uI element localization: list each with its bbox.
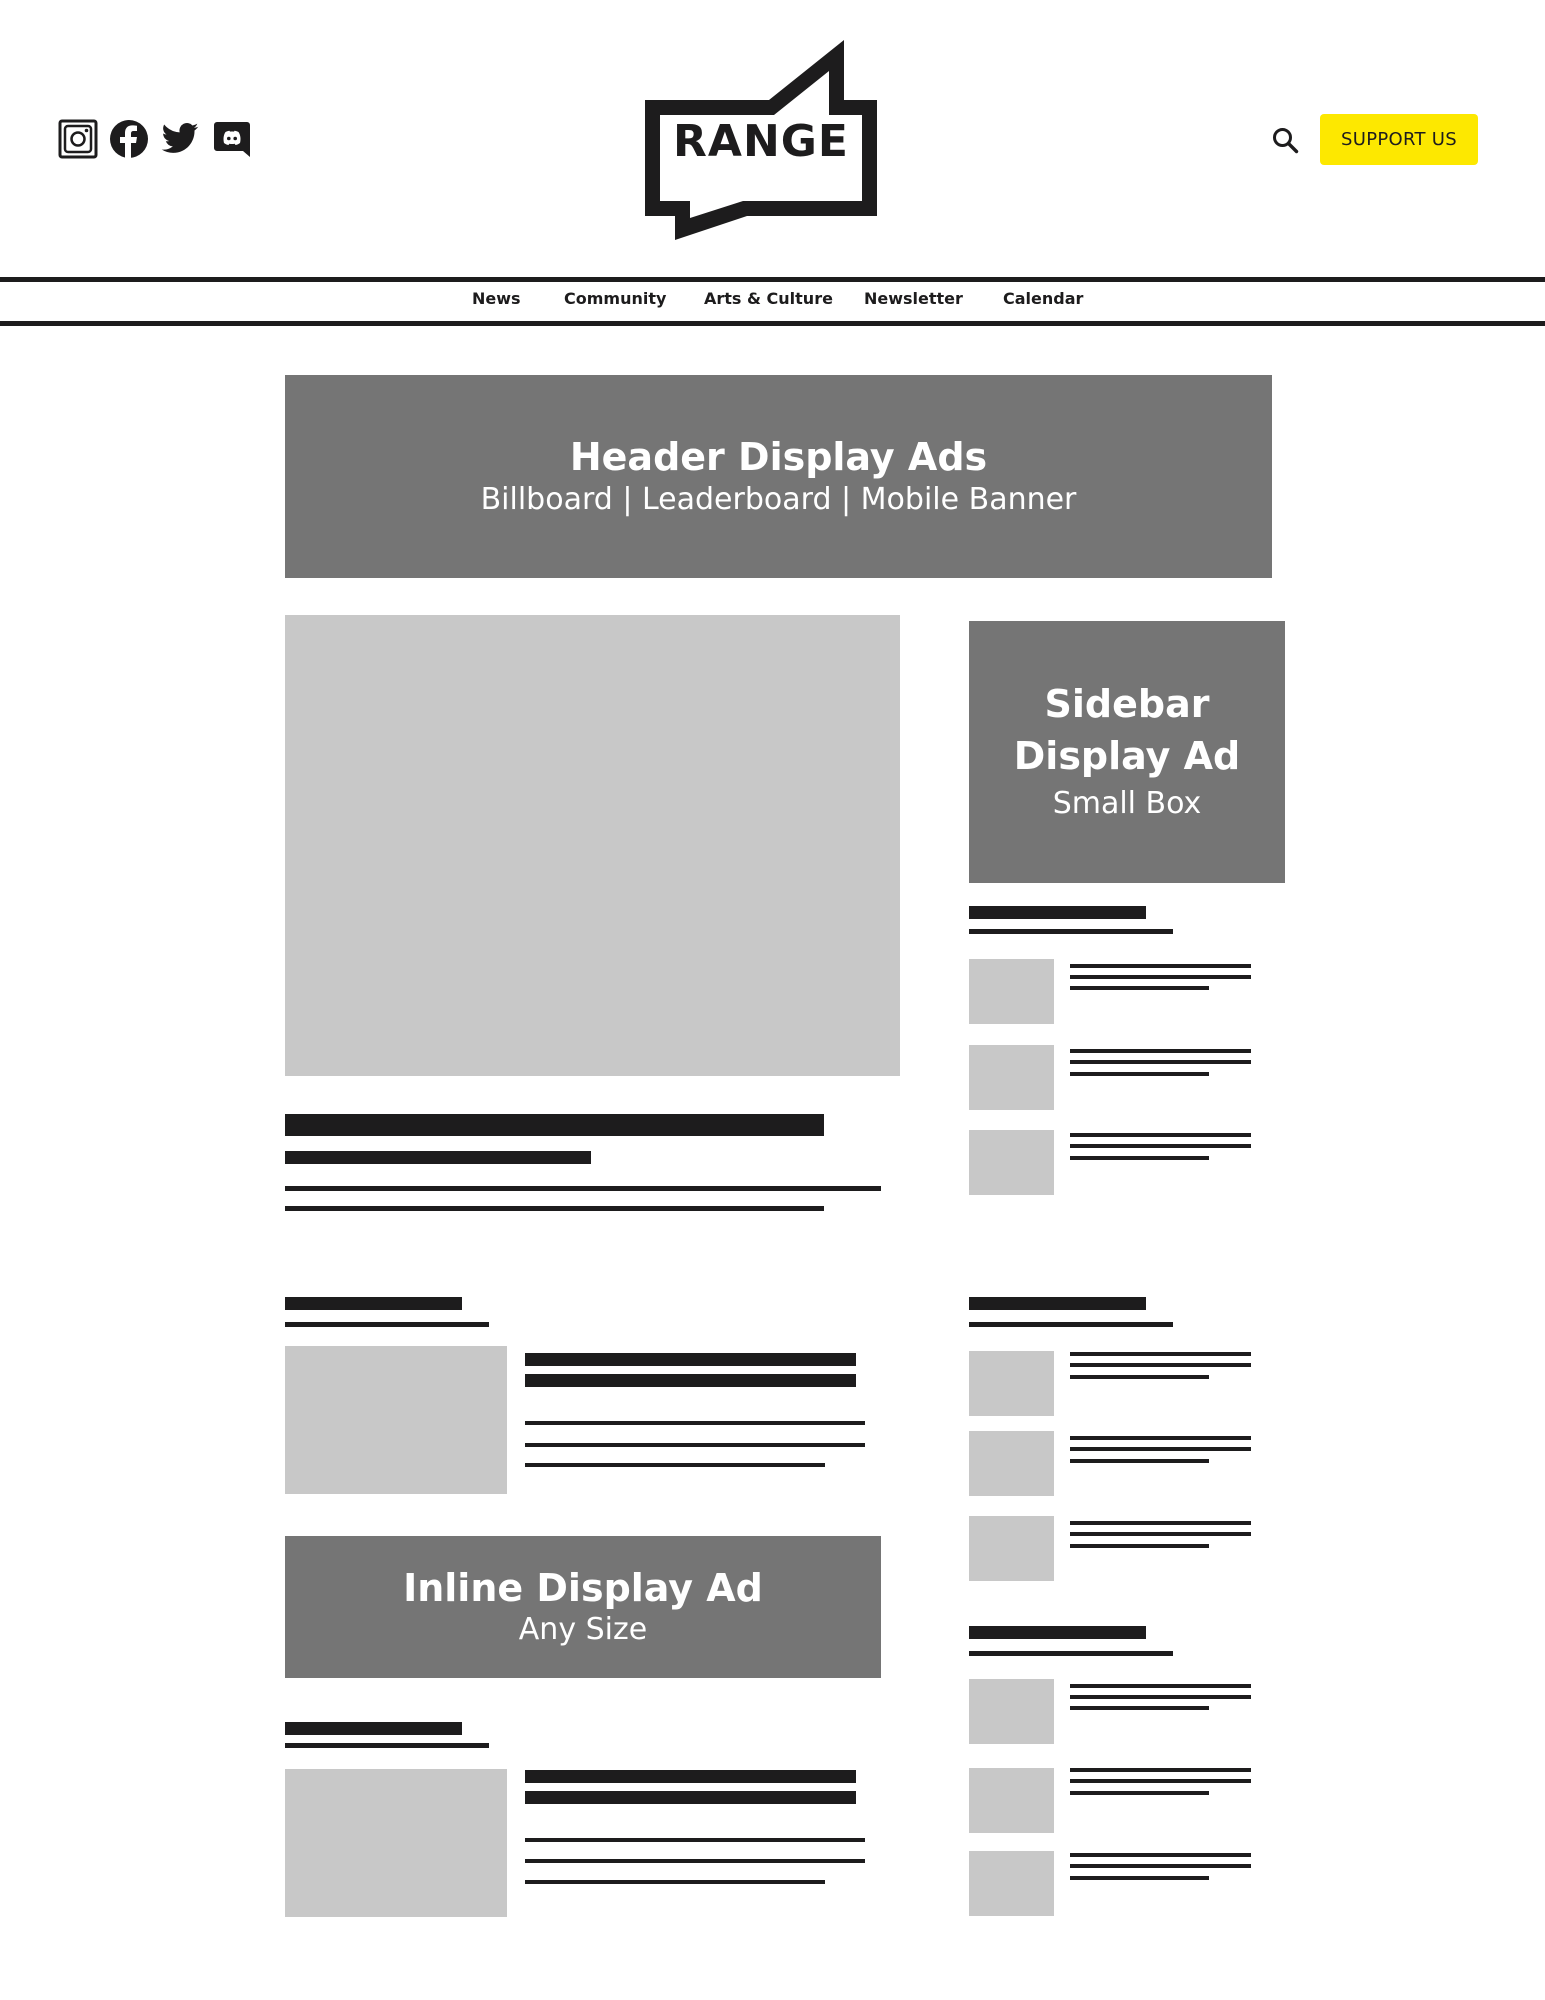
featured-excerpt-line bbox=[285, 1206, 824, 1211]
range-logo[interactable] bbox=[643, 38, 879, 242]
nav-bottom-rule bbox=[0, 321, 1545, 326]
logo-text: RANGE bbox=[673, 116, 849, 167]
search-icon[interactable] bbox=[1271, 126, 1299, 154]
instagram-icon[interactable] bbox=[58, 119, 98, 159]
section-heading-underline bbox=[285, 1322, 489, 1327]
sidebar-story-line[interactable] bbox=[1070, 1375, 1209, 1379]
sidebar-story-line[interactable] bbox=[1070, 1049, 1251, 1053]
story-image-placeholder[interactable] bbox=[285, 1346, 507, 1494]
sidebar-thumb-placeholder[interactable] bbox=[969, 1516, 1054, 1581]
sidebar-story-line[interactable] bbox=[1070, 1060, 1251, 1064]
sidebar-ad-title: Display Ad bbox=[1013, 734, 1241, 778]
story-excerpt-line bbox=[525, 1859, 865, 1863]
sidebar-story-line[interactable] bbox=[1070, 1447, 1251, 1451]
nav-item-community[interactable]: Community bbox=[564, 289, 667, 308]
sidebar-thumb-placeholder[interactable] bbox=[969, 1679, 1054, 1744]
section-heading-line bbox=[285, 1297, 462, 1310]
sidebar-story-line[interactable] bbox=[1070, 1544, 1209, 1548]
sidebar-story-line[interactable] bbox=[1070, 1876, 1209, 1880]
sidebar-story-line[interactable] bbox=[1070, 975, 1251, 979]
discord-icon[interactable] bbox=[212, 119, 252, 159]
sidebar-story-line[interactable] bbox=[1070, 1864, 1251, 1868]
sidebar-story-line[interactable] bbox=[1070, 1144, 1251, 1148]
story-excerpt-line bbox=[525, 1443, 865, 1447]
sidebar-heading-underline bbox=[969, 1651, 1173, 1656]
sidebar-thumb-placeholder[interactable] bbox=[969, 1045, 1054, 1110]
sidebar-ad-title: Sidebar bbox=[1044, 682, 1210, 726]
nav-item-arts-culture[interactable]: Arts & Culture bbox=[704, 289, 833, 308]
story-image-placeholder[interactable] bbox=[285, 1769, 507, 1917]
support-us-button[interactable]: SUPPORT US bbox=[1320, 114, 1478, 165]
sidebar-story-line[interactable] bbox=[1070, 1459, 1209, 1463]
facebook-icon[interactable] bbox=[109, 119, 149, 159]
sidebar-thumb-placeholder[interactable] bbox=[969, 959, 1054, 1024]
sidebar-story-line[interactable] bbox=[1070, 1363, 1251, 1367]
story-headline-line[interactable] bbox=[525, 1353, 856, 1366]
sidebar-heading-line bbox=[969, 1297, 1146, 1310]
sidebar-thumb-placeholder[interactable] bbox=[969, 1351, 1054, 1416]
header-display-ad[interactable] bbox=[285, 375, 1272, 578]
featured-excerpt-line bbox=[285, 1186, 881, 1191]
story-excerpt-line bbox=[525, 1463, 825, 1467]
header-ad-subtitle: Billboard | Leaderboard | Mobile Banner bbox=[480, 481, 1077, 517]
story-excerpt-line bbox=[525, 1838, 865, 1842]
nav-item-news[interactable]: News bbox=[472, 289, 521, 308]
sidebar-display-ad[interactable] bbox=[969, 621, 1285, 883]
twitter-icon[interactable] bbox=[160, 119, 200, 159]
sidebar-ad-subtitle: Small Box bbox=[1052, 786, 1202, 821]
sidebar-heading-line bbox=[969, 1626, 1146, 1639]
sidebar-thumb-placeholder[interactable] bbox=[969, 1431, 1054, 1496]
sidebar-heading-underline bbox=[969, 929, 1173, 934]
sidebar-story-line[interactable] bbox=[1070, 986, 1209, 990]
sidebar-story-line[interactable] bbox=[1070, 1695, 1251, 1699]
nav-item-newsletter[interactable]: Newsletter bbox=[864, 289, 963, 308]
featured-headline-line[interactable] bbox=[285, 1114, 824, 1136]
story-headline-line[interactable] bbox=[525, 1770, 856, 1783]
sidebar-story-line[interactable] bbox=[1070, 1706, 1209, 1710]
sidebar-story-line[interactable] bbox=[1070, 1436, 1251, 1440]
inline-ad-subtitle: Any Size bbox=[518, 1612, 648, 1647]
story-headline-line[interactable] bbox=[525, 1791, 856, 1804]
sidebar-story-line[interactable] bbox=[1070, 1684, 1251, 1688]
sidebar-story-line[interactable] bbox=[1070, 1133, 1251, 1137]
sidebar-story-line[interactable] bbox=[1070, 964, 1251, 968]
sidebar-story-line[interactable] bbox=[1070, 1791, 1209, 1795]
section-heading-underline bbox=[285, 1743, 489, 1748]
inline-ad-title: Inline Display Ad bbox=[403, 1566, 763, 1610]
sidebar-story-line[interactable] bbox=[1070, 1521, 1251, 1525]
sidebar-story-line[interactable] bbox=[1070, 1352, 1251, 1356]
sidebar-story-line[interactable] bbox=[1070, 1768, 1251, 1772]
nav-item-calendar[interactable]: Calendar bbox=[1003, 289, 1084, 308]
sidebar-heading-underline bbox=[969, 1322, 1173, 1327]
sidebar-thumb-placeholder[interactable] bbox=[969, 1130, 1054, 1195]
story-excerpt-line bbox=[525, 1421, 865, 1425]
sidebar-thumb-placeholder[interactable] bbox=[969, 1768, 1054, 1833]
sidebar-story-line[interactable] bbox=[1070, 1853, 1251, 1857]
sidebar-story-line[interactable] bbox=[1070, 1072, 1209, 1076]
sidebar-thumb-placeholder[interactable] bbox=[969, 1851, 1054, 1916]
nav-top-rule bbox=[0, 277, 1545, 282]
header-ad-title: Header Display Ads bbox=[569, 434, 988, 479]
story-excerpt-line bbox=[525, 1880, 825, 1884]
featured-image-placeholder[interactable] bbox=[285, 615, 900, 1076]
story-headline-line[interactable] bbox=[525, 1374, 856, 1387]
featured-headline-line[interactable] bbox=[285, 1151, 591, 1164]
sidebar-heading-line bbox=[969, 906, 1146, 919]
section-heading-line bbox=[285, 1722, 462, 1735]
inline-display-ad[interactable] bbox=[285, 1536, 881, 1678]
sidebar-story-line[interactable] bbox=[1070, 1156, 1209, 1160]
sidebar-story-line[interactable] bbox=[1070, 1532, 1251, 1536]
sidebar-story-line[interactable] bbox=[1070, 1779, 1251, 1783]
